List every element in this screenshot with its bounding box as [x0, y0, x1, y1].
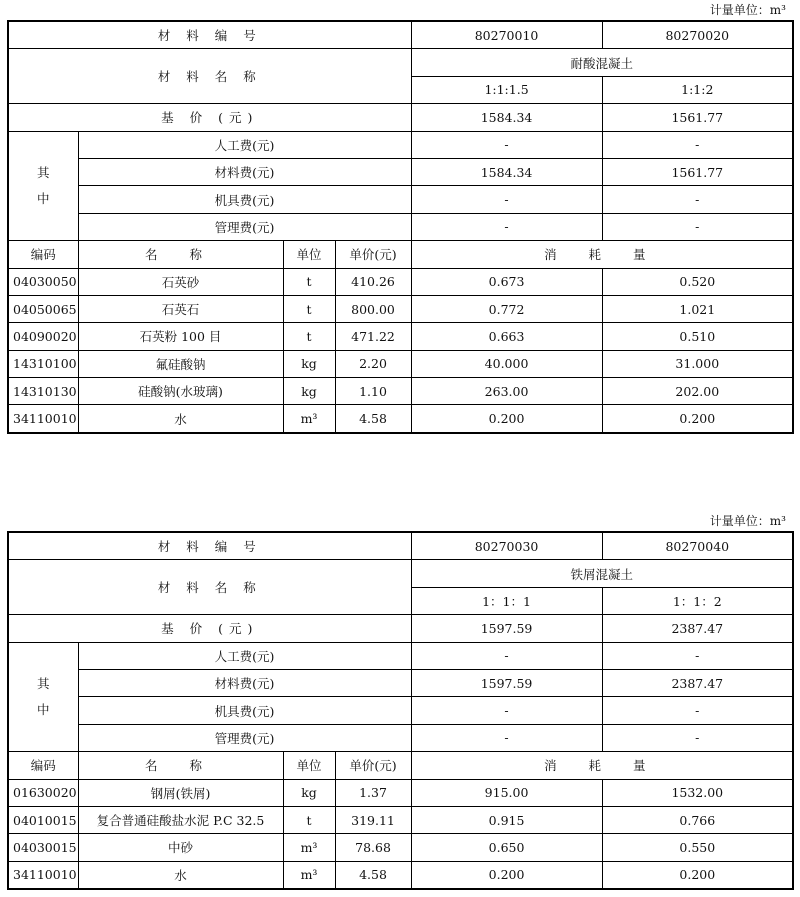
material-name-label: 材 料 名 称: [8, 49, 411, 104]
consumption-value: 0.766: [602, 806, 793, 833]
machinery-cost-value: -: [411, 186, 602, 213]
col-consumption-header: 消 耗 量: [411, 752, 793, 779]
col-unit-header: 单位: [283, 752, 335, 779]
base-price-row: [8, 104, 793, 131]
material-unit: kg: [283, 378, 335, 405]
table-row: [8, 806, 793, 833]
consumption-value: 0.510: [602, 323, 793, 350]
material-group-name: 耐酸混凝土: [411, 49, 793, 76]
machinery-cost-value: -: [411, 697, 602, 724]
col-price-header: 单价(元): [335, 241, 411, 268]
material-unit: m³: [283, 405, 335, 433]
consumption-value: 0.200: [602, 861, 793, 889]
quota-table: [7, 531, 794, 890]
mix-ratio: 1：1：1: [411, 587, 602, 614]
unit-price: 2.20: [335, 350, 411, 377]
material-unit: t: [283, 323, 335, 350]
material-unit: m³: [283, 861, 335, 889]
material-code: 04090020: [8, 323, 78, 350]
table-row: [8, 268, 793, 295]
consumption-value: 915.00: [411, 779, 602, 806]
unit-price: 800.00: [335, 295, 411, 322]
base-price-row: [8, 615, 793, 642]
qizhong-char: 其: [36, 164, 50, 180]
machinery-cost-label: 机具费(元): [78, 697, 411, 724]
labor-cost-value: -: [602, 642, 793, 669]
management-cost-value: -: [602, 213, 793, 240]
material-unit: t: [283, 268, 335, 295]
material-name-label: 材 料 名 称: [8, 560, 411, 615]
mix-ratio: 1：1：2: [602, 587, 793, 614]
material-code-value: 80270020: [602, 21, 793, 49]
management-cost-value: -: [411, 724, 602, 751]
consumption-value: 1532.00: [602, 779, 793, 806]
material-name: 复合普通硅酸盐水泥 P.C 32.5: [78, 806, 283, 833]
material-cost-row: [8, 158, 793, 185]
table-row: [8, 861, 793, 889]
table-row: [8, 834, 793, 861]
mix-ratio: 1:1:1.5: [411, 76, 602, 103]
material-code: 04050065: [8, 295, 78, 322]
machinery-cost-value: -: [602, 186, 793, 213]
material-name: 水: [78, 405, 283, 433]
management-cost-value: -: [411, 213, 602, 240]
material-name-row: [8, 560, 793, 587]
unit-price: 471.22: [335, 323, 411, 350]
consumption-value: 0.520: [602, 268, 793, 295]
labor-cost-value: -: [411, 642, 602, 669]
material-code-row: [8, 532, 793, 560]
consumption-value: 202.00: [602, 378, 793, 405]
material-cost-value: 1561.77: [602, 158, 793, 185]
qizhong-char: 其: [36, 675, 50, 691]
material-unit: kg: [283, 350, 335, 377]
base-price-value: 1561.77: [602, 104, 793, 131]
consumption-value: 0.663: [411, 323, 602, 350]
labor-cost-label: 人工费(元): [78, 642, 411, 669]
table-row: [8, 779, 793, 806]
table-row: [8, 295, 793, 322]
base-price-value: 1584.34: [411, 104, 602, 131]
material-group-name: 铁屑混凝土: [411, 560, 793, 587]
base-price-label: 基 价 (元): [8, 104, 411, 131]
consumption-value: 0.550: [602, 834, 793, 861]
material-name: 硅酸钠(水玻璃): [78, 378, 283, 405]
material-name: 石英粉 100 目: [78, 323, 283, 350]
material-code: 14310100: [8, 350, 78, 377]
table-row: [8, 405, 793, 433]
material-code-row: [8, 21, 793, 49]
col-code-header: 编码: [8, 241, 78, 268]
quota-table: [7, 20, 794, 434]
consumption-value: 0.200: [411, 861, 602, 889]
unit-of-measure-label: 计量单位：m³: [709, 514, 786, 528]
management-cost-row: [8, 213, 793, 240]
labor-cost-value: -: [411, 131, 602, 158]
consumption-value: 263.00: [411, 378, 602, 405]
unit-price: 4.58: [335, 861, 411, 889]
material-cost-label: 材料费(元): [78, 158, 411, 185]
consumption-value: 0.673: [411, 268, 602, 295]
material-code: 04030050: [8, 268, 78, 295]
qizhong-char: 中: [36, 190, 50, 206]
material-code: 34110010: [8, 405, 78, 433]
machinery-cost-row: [8, 697, 793, 724]
labor-cost-row: [8, 642, 793, 669]
base-price-value: 2387.47: [602, 615, 793, 642]
material-cost-label: 材料费(元): [78, 669, 411, 696]
labor-cost-label: 人工费(元): [78, 131, 411, 158]
col-name-header: 名 称: [78, 241, 283, 268]
material-unit: m³: [283, 834, 335, 861]
consumption-value: 0.200: [602, 405, 793, 433]
unit-price: 4.58: [335, 405, 411, 433]
material-name: 钢屑(铁屑): [78, 779, 283, 806]
material-code-label: 材 料 编 号: [8, 21, 411, 49]
material-name: 水: [78, 861, 283, 889]
consumption-value: 0.915: [411, 806, 602, 833]
material-code-value: 80270010: [411, 21, 602, 49]
material-name-row: [8, 49, 793, 76]
material-code-value: 80270040: [602, 532, 793, 560]
unit-price: 78.68: [335, 834, 411, 861]
material-code: 04030015: [8, 834, 78, 861]
material-unit: t: [283, 806, 335, 833]
consumption-value: 1.021: [602, 295, 793, 322]
management-cost-label: 管理费(元): [78, 213, 411, 240]
col-price-header: 单价(元): [335, 752, 411, 779]
material-name: 石英石: [78, 295, 283, 322]
unit-price: 1.37: [335, 779, 411, 806]
material-code: 04010015: [8, 806, 78, 833]
machinery-cost-label: 机具费(元): [78, 186, 411, 213]
unit-price: 1.10: [335, 378, 411, 405]
management-cost-row: [8, 724, 793, 751]
labor-cost-row: [8, 131, 793, 158]
col-name-header: 名 称: [78, 752, 283, 779]
material-cost-value: 1584.34: [411, 158, 602, 185]
material-cost-value: 1597.59: [411, 669, 602, 696]
material-unit: t: [283, 295, 335, 322]
col-consumption-header: 消 耗 量: [411, 241, 793, 268]
consumption-value: 0.650: [411, 834, 602, 861]
consumption-value: 31.000: [602, 350, 793, 377]
qizhong-label: [8, 131, 78, 241]
consumption-value: 40.000: [411, 350, 602, 377]
material-name: 中砂: [78, 834, 283, 861]
machinery-cost-value: -: [602, 697, 793, 724]
material-name: 氟硅酸钠: [78, 350, 283, 377]
consumption-value: 0.200: [411, 405, 602, 433]
base-price-label: 基 价 (元): [8, 615, 411, 642]
material-cost-row: [8, 669, 793, 696]
col-unit-header: 单位: [283, 241, 335, 268]
labor-cost-value: -: [602, 131, 793, 158]
base-price-value: 1597.59: [411, 615, 602, 642]
material-code: 14310130: [8, 378, 78, 405]
unit-price: 410.26: [335, 268, 411, 295]
material-unit: kg: [283, 779, 335, 806]
material-code-value: 80270030: [411, 532, 602, 560]
qizhong-label: [8, 642, 78, 752]
table-row: [8, 378, 793, 405]
mix-ratio: 1:1:2: [602, 76, 793, 103]
material-code: 01630020: [8, 779, 78, 806]
unit-of-measure-label: 计量单位：m³: [709, 3, 786, 17]
col-code-header: 编码: [8, 752, 78, 779]
unit-price: 319.11: [335, 806, 411, 833]
management-cost-label: 管理费(元): [78, 724, 411, 751]
machinery-cost-row: [8, 186, 793, 213]
consumption-value: 0.772: [411, 295, 602, 322]
material-cost-value: 2387.47: [602, 669, 793, 696]
material-code-label: 材 料 编 号: [8, 532, 411, 560]
management-cost-value: -: [602, 724, 793, 751]
column-header-row: [8, 241, 793, 268]
table-row: [8, 323, 793, 350]
column-header-row: [8, 752, 793, 779]
table-row: [8, 350, 793, 377]
qizhong-char: 中: [36, 701, 50, 717]
material-name: 石英砂: [78, 268, 283, 295]
material-code: 34110010: [8, 861, 78, 889]
